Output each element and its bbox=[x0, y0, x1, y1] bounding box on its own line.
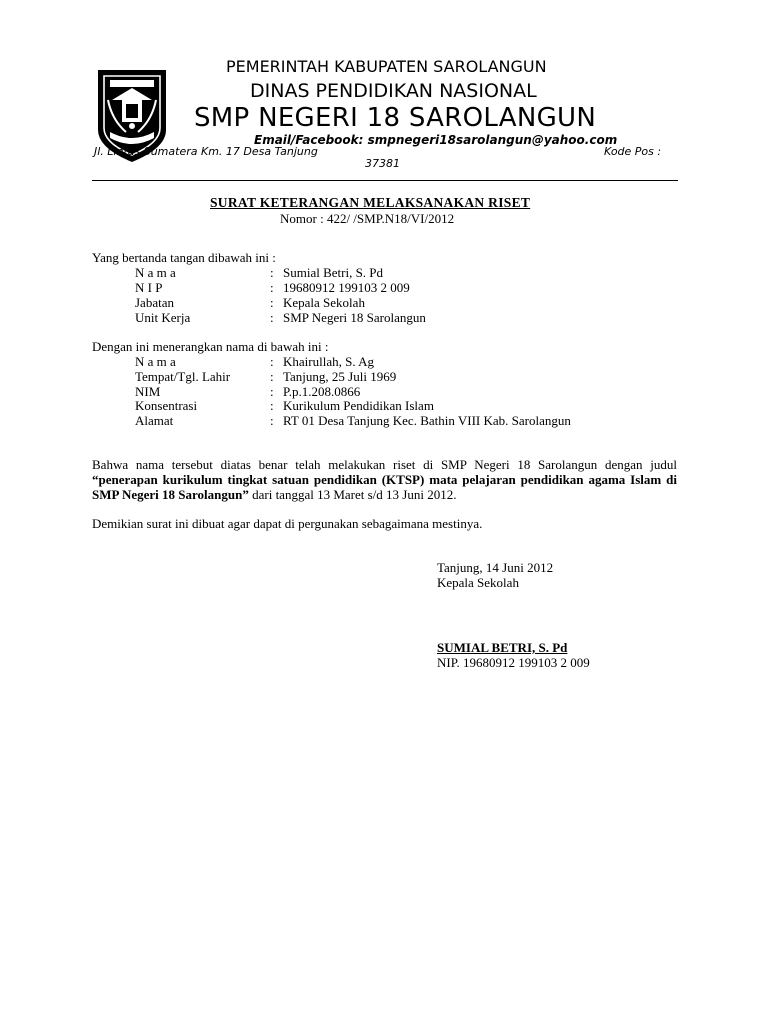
body-paragraph-closing: Demikian surat ini dibuat agar dapat di pergunakan sebagaimana mestinya. bbox=[92, 516, 483, 531]
signer-position-colon: : bbox=[270, 295, 274, 310]
signer-name-colon: : bbox=[270, 265, 274, 280]
letterhead-postal-label: Kode Pos : bbox=[604, 145, 662, 158]
subject-nim-label: NIM bbox=[135, 384, 161, 399]
letterhead-government: PEMERINTAH KABUPATEN SAROLANGUN bbox=[226, 57, 547, 76]
subject-birth-value: Tanjung, 25 Juli 1969 bbox=[283, 369, 397, 384]
research-title: “penerapan kurikulum tingkat satuan pendidikan (KTSP) mata pelajaran pendidikan agama Islam di SMP Negeri 18 Sarolangun” bbox=[92, 472, 677, 502]
subject-birth-label: Tempat/Tgl. Lahir bbox=[135, 369, 231, 384]
subject-address-label: Alamat bbox=[135, 413, 174, 428]
signer-name-value: Sumial Betri, S. Pd bbox=[283, 265, 384, 280]
letterhead-divider bbox=[92, 180, 678, 181]
subject-nim-colon: : bbox=[270, 384, 274, 399]
subject-address-colon: : bbox=[270, 413, 274, 428]
subject-concentration-label: Konsentrasi bbox=[135, 398, 198, 413]
signer-name-label: N a m a bbox=[135, 265, 176, 280]
subject-address-value: RT 01 Desa Tanjung Kec. Bathin VIII Kab. Sarolangun bbox=[283, 413, 571, 428]
signature-position: Kepala Sekolah bbox=[437, 575, 519, 590]
letter-number: Nomor : 422/ /SMP.N18/VI/2012 bbox=[280, 211, 455, 226]
signer-unit-value: SMP Negeri 18 Sarolangun bbox=[283, 310, 426, 325]
body-paragraph-end: dari tanggal 13 Maret s/d 13 Juni 2012. bbox=[248, 487, 457, 502]
letterhead-address: Jl. Lintas Sumatera Km. 17 Desa Tanjung bbox=[94, 145, 318, 158]
signature-name: SUMIAL BETRI, S. Pd bbox=[437, 640, 568, 655]
subject-concentration-value: Kurikulum Pendidikan Islam bbox=[283, 398, 434, 413]
subject-name-colon: : bbox=[270, 354, 274, 369]
signer-intro: Yang bertanda tangan dibawah ini : bbox=[92, 250, 276, 265]
subject-name-value: Khairullah, S. Ag bbox=[283, 354, 374, 369]
subject-concentration-colon: : bbox=[270, 398, 274, 413]
subject-name-label: N a m a bbox=[135, 354, 176, 369]
signer-unit-colon: : bbox=[270, 310, 274, 325]
subject-birth-colon: : bbox=[270, 369, 274, 384]
letterhead-department: DINAS PENDIDIKAN NASIONAL bbox=[250, 80, 537, 102]
letterhead-school: SMP NEGERI 18 SAROLANGUN bbox=[194, 103, 597, 133]
body-paragraph-research bbox=[92, 457, 677, 502]
subject-intro: Dengan ini menerangkan nama di bawah ini : bbox=[92, 339, 329, 354]
subject-nim-value: P.p.1.208.0866 bbox=[283, 384, 361, 399]
letterhead-postal-code: 37381 bbox=[365, 157, 400, 170]
signer-nip-colon: : bbox=[270, 280, 274, 295]
signer-unit-label: Unit Kerja bbox=[135, 310, 191, 325]
letterhead-email: Email/Facebook: smpnegeri18sarolangun@yahoo.com bbox=[254, 133, 618, 147]
letter-title: SURAT KETERANGAN MELAKSANAKAN RISET bbox=[210, 195, 531, 210]
signer-position-value: Kepala Sekolah bbox=[283, 295, 365, 310]
signer-nip-label: N I P bbox=[135, 280, 163, 295]
body-paragraph-start: Bahwa nama tersebut diatas benar telah melakukan riset di SMP Negeri 18 Sarolangun dengan judul bbox=[92, 457, 677, 472]
signature-place-date: Tanjung, 14 Juni 2012 bbox=[437, 560, 554, 575]
signer-nip-value: 19680912 199103 2 009 bbox=[283, 280, 410, 295]
signer-position-label: Jabatan bbox=[135, 295, 174, 310]
signature-nip: NIP. 19680912 199103 2 009 bbox=[437, 655, 590, 670]
